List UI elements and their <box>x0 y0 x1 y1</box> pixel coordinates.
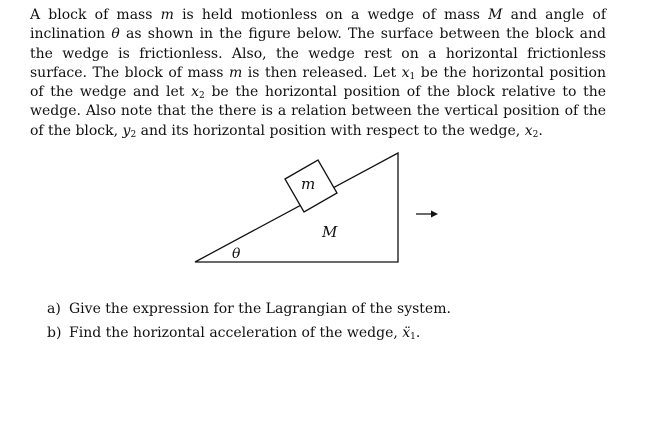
question-b-text: Find the horizontal acceleration of the wedge, <box>69 324 403 341</box>
y2-symbol: y <box>122 122 131 139</box>
problem-text-5: is then released. Let <box>242 64 402 81</box>
problem-text-1: A block of mass <box>30 7 161 23</box>
problem-text-2: is held motionless on a wedge of mass <box>173 7 489 23</box>
question-b <box>47 322 451 346</box>
problem-text-6: be the horizontal position of the wedge and let <box>30 64 606 101</box>
x1-ddot-symbol: ẍ <box>402 324 411 341</box>
problem-text-3: and angle of inclination <box>30 7 606 43</box>
question-b-letter: b) <box>47 324 62 341</box>
x1-subscript: 1 <box>409 71 416 82</box>
mass-m-symbol-2: m <box>229 64 243 81</box>
x2-symbol: x <box>191 84 200 101</box>
problem-text-7: be the horizontal position of the block relative to the wedge. Also note that the there is a relation between the vertical position of the of the block, <box>30 84 607 139</box>
x1-ddot-subscript: 1 <box>410 331 416 342</box>
y2-subscript: 2 <box>130 129 137 140</box>
mass-M-symbol: M <box>488 7 503 23</box>
block-mass-label: m <box>301 175 316 193</box>
problem-text-4: as shown in the figure below. The surface between the block and the wedge is frictionless. Also, the wedge rest on a horizontal frictionless surface. The block of mass <box>30 26 607 81</box>
problem-text-9: . <box>538 122 543 139</box>
question-a-text: Give the expression for the Lagrangian of the system. <box>69 301 451 317</box>
problem-text-8: and its horizontal position with respect to the wedge, <box>136 122 525 139</box>
question-a <box>47 298 451 322</box>
theta-symbol: θ <box>111 26 120 43</box>
arrow-right-icon <box>416 211 438 218</box>
x1-symbol: x <box>401 64 410 81</box>
wedge-triangle <box>195 153 398 262</box>
angle-label: θ <box>232 246 241 262</box>
x2-subscript: 2 <box>199 91 205 102</box>
x2-subscript-2: 2 <box>532 129 539 140</box>
mass-m-symbol: m <box>160 7 174 23</box>
questions-list <box>47 298 451 345</box>
question-b-end: . <box>415 324 421 341</box>
question-a-letter: a) <box>47 301 61 317</box>
wedge-mass-label: M <box>322 223 338 241</box>
x2-symbol-2: x <box>524 122 533 139</box>
